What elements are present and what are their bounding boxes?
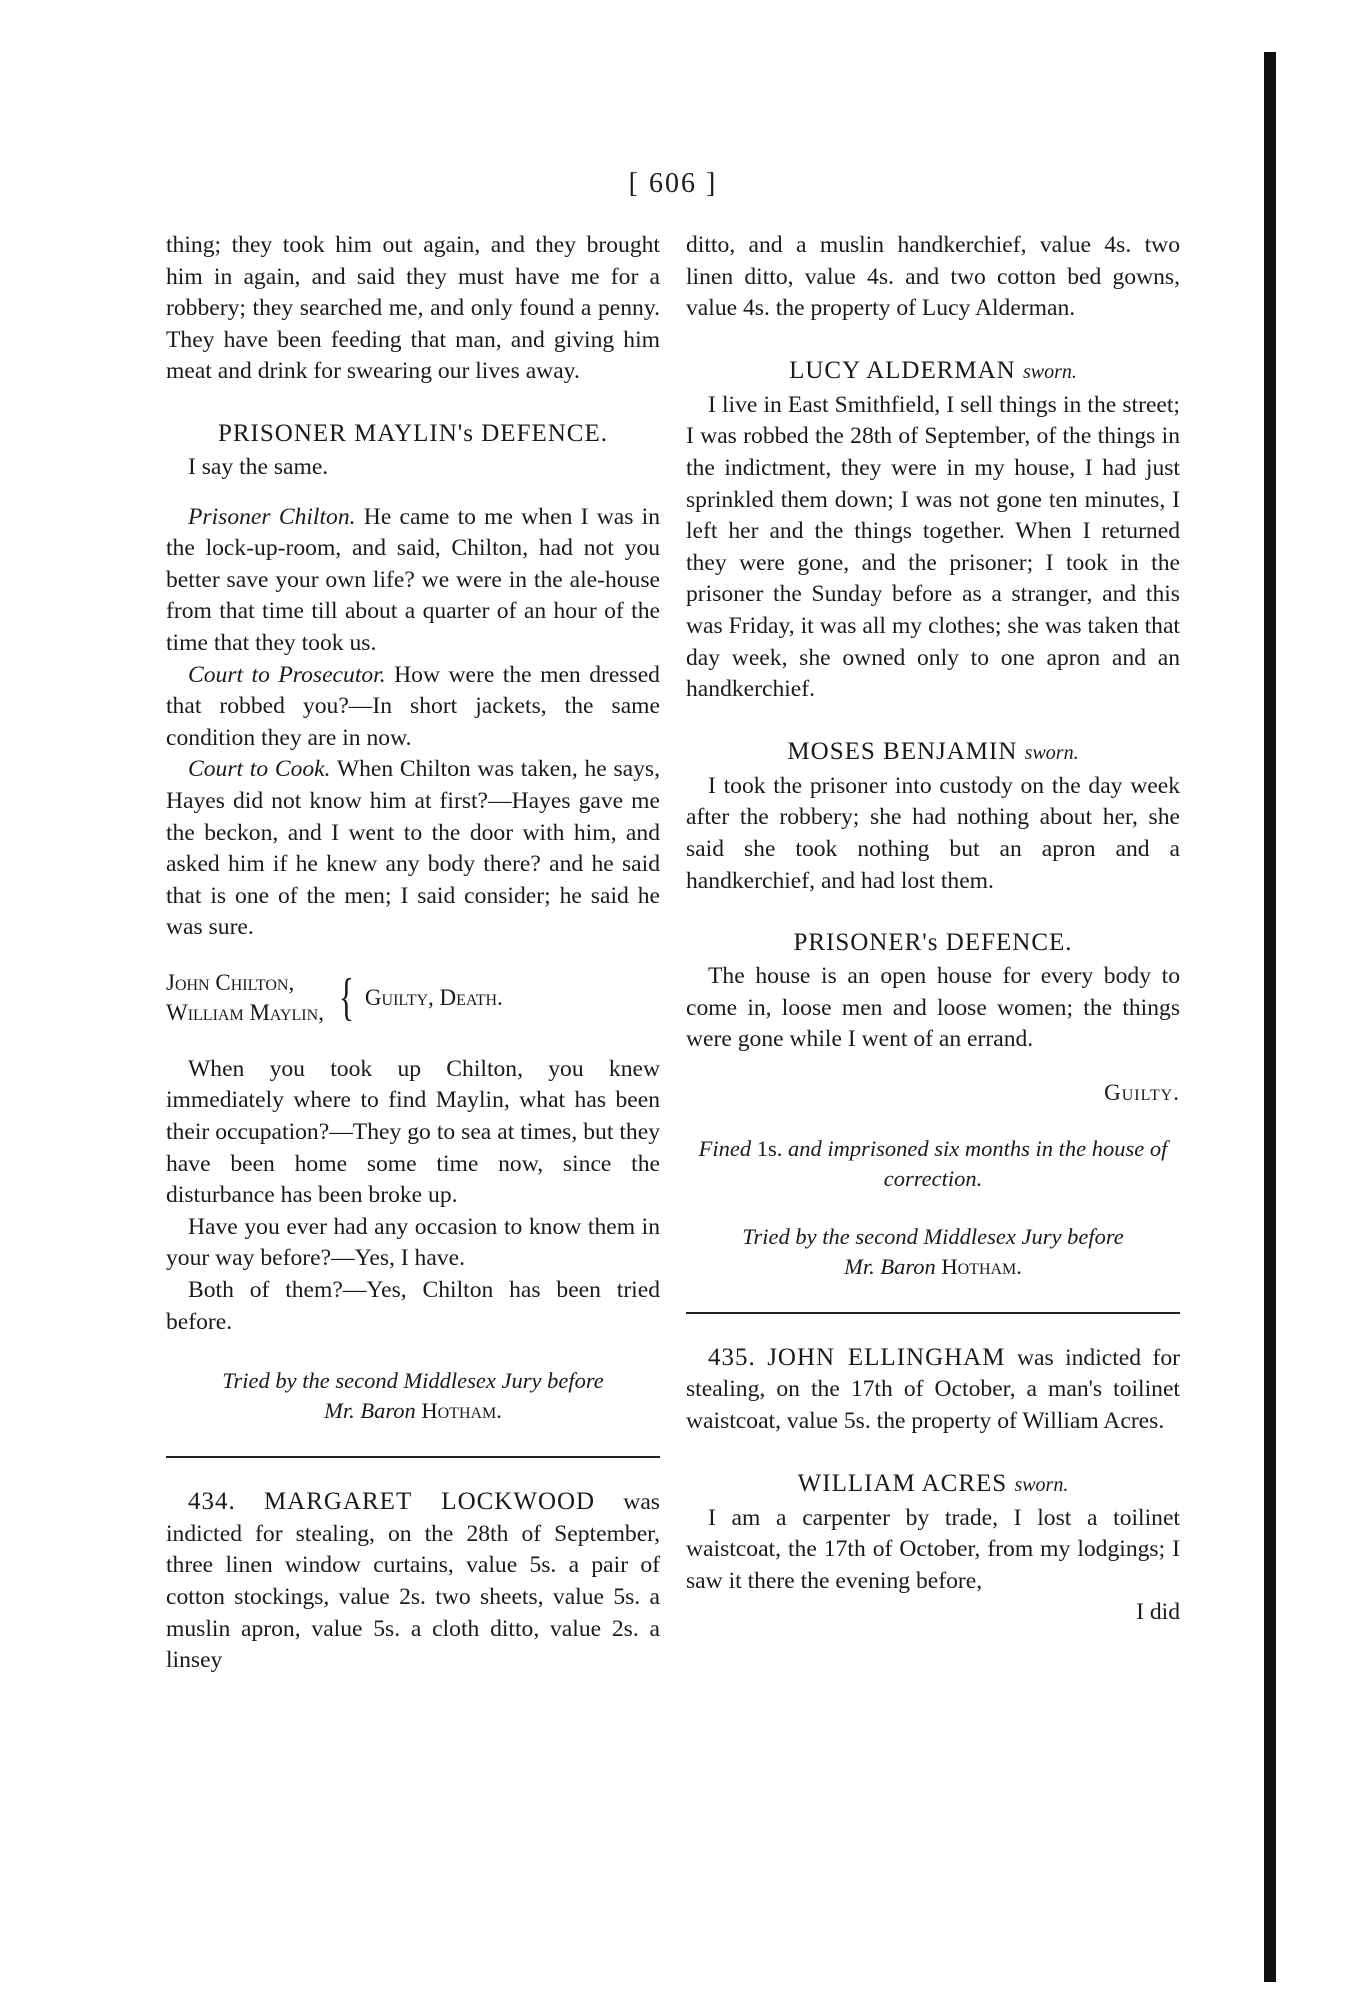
verdict-block xyxy=(166,968,660,1028)
paragraph: I live in East Smithfield, I sell things in the street; I was robbed the 28th of September, of the things in the indictment, they were in my house, I had just sprinkled them down; I was not gone ten minutes, I left her and the things together. When I returned they were gone, and the prisoner; I took in the prisoner the Sunday before as a stranger, and this was Friday, it was all my clothes; she was taken that day week, she owned only to one apron and an handkerchief. xyxy=(686,391,1180,703)
witness-name: WILLIAM ACRES xyxy=(797,1469,1008,1497)
sentence-amount: 1s. xyxy=(756,1135,783,1161)
section-heading: PRISONER MAYLIN's DEFENCE. xyxy=(217,419,609,447)
trial-note-title: Mr. Baron xyxy=(844,1253,936,1279)
trial-note-line xyxy=(166,1396,660,1426)
sworn-label: sworn. xyxy=(1024,741,1079,764)
testimony-text: He came to me when I was in the lock-up-room, and said, Chilton, had not you better save your own life? we were in the ale-house from that time till about a quarter of an hour of the time that they took us. xyxy=(166,503,661,656)
case-paragraph xyxy=(166,1486,660,1677)
case-divider xyxy=(166,1456,660,1458)
trial-note-line xyxy=(686,1252,1180,1282)
trial-note-line: Tried by the second Middlesex Jury before xyxy=(222,1368,604,1394)
indictment-text: was indicted for stealing, on the 17th of October, a man's toilinet waistcoat, value 5s. the property of William Acres. xyxy=(686,1344,1181,1435)
verdict: Guilty, Death. xyxy=(364,984,503,1010)
left-column xyxy=(166,230,660,1677)
trial-note xyxy=(166,1366,660,1426)
paragraph: The house is an open house for every body to come in, loose men and loose women; the things were gone while I went of an errand. xyxy=(686,963,1180,1053)
speaker-label: Court to Prosecutor. xyxy=(188,661,386,688)
paragraph: I say the same. xyxy=(188,453,329,480)
case-number: 435. xyxy=(708,1343,756,1371)
page-number: [ 606 ] xyxy=(628,168,718,199)
defendant-name: JOHN ELLINGHAM xyxy=(767,1343,1006,1371)
paragraph: I took the prisoner into custody on the day week after the robbery; she had nothing about her, she said she took nothing but an apron and a handkerchief, and had lost them. xyxy=(686,772,1180,894)
sworn-label: sworn. xyxy=(1014,1473,1069,1496)
defendant-name: MARGARET LOCKWOOD xyxy=(263,1488,596,1516)
paragraph: I am a carpenter by trade, I lost a toilinet waistcoat, the 17th of October, from my lodgings; I saw it there the evening before, xyxy=(686,1504,1180,1594)
testimony-paragraph xyxy=(166,754,660,944)
verdict: Guilty. xyxy=(1104,1079,1180,1105)
judge-name: Hotham. xyxy=(421,1398,502,1424)
page-edge-rule xyxy=(1264,52,1276,1982)
trial-note xyxy=(686,1222,1180,1282)
trial-note-title: Mr. Baron xyxy=(324,1398,416,1424)
paragraph: Both of them?—Yes, Chilton has been tried before. xyxy=(166,1277,660,1335)
testimony-text: How were the men dressed that robbed you?—In short jackets, the same condition they are in now. xyxy=(166,661,660,751)
testimony-paragraph xyxy=(166,660,660,755)
defendant-names xyxy=(166,968,324,1028)
defendant-name: William Maylin, xyxy=(166,999,324,1025)
speaker-label: Prisoner Chilton. xyxy=(188,503,356,530)
paragraph: Have you ever had any occasion to know them in your way before?—Yes, I have. xyxy=(166,1213,660,1272)
paragraph: thing; they took him out again, and they brought him in again, and said they must have me for a robbery; they searched me, and only found a penny. They have been feeding that man, and giving him meat and drink for swearing our lives away. xyxy=(166,232,660,385)
indictment-text: was indicted for stealing, on the 28th of September, three linen window curtains, value 5s. a pair of cotton stockings, value 2s. two sheets, value 5s. a muslin apron, value 5s. a cloth ditto, value 2s. a linsey xyxy=(166,1489,660,1674)
defendant-name: John Chilton, xyxy=(166,969,295,995)
judge-name: Hotham. xyxy=(941,1253,1022,1279)
witness-name: LUCY ALDERMAN xyxy=(789,356,1016,384)
witness-heading xyxy=(686,736,1180,769)
trial-note-line: Tried by the second Middlesex Jury before xyxy=(742,1223,1124,1249)
sworn-label: sworn. xyxy=(1023,360,1077,383)
sentence-note xyxy=(686,1134,1180,1194)
testimony-paragraph xyxy=(166,502,660,660)
witness-heading xyxy=(686,1468,1180,1501)
witness-name: MOSES BENJAMIN xyxy=(787,737,1018,765)
sentence-text: and imprisoned six months in the house of correction. xyxy=(788,1135,1168,1191)
witness-heading xyxy=(686,355,1180,388)
speaker-label: Court to Cook. xyxy=(188,756,331,783)
testimony-text: When Chilton was taken, he says, Hayes did not know him at first?—Hayes gave me the beckon, and I went to the door with him, and asked him if he knew any body there? and he said that is one of the men; I said consider; he said he was sure. xyxy=(166,756,660,941)
case-paragraph xyxy=(686,1342,1180,1438)
case-number: 434. xyxy=(188,1488,236,1516)
brace-glyph: { xyxy=(338,968,354,1026)
catchword: I did xyxy=(1136,1599,1180,1626)
right-column xyxy=(686,230,1180,1629)
case-divider xyxy=(686,1312,1180,1314)
paragraph: ditto, and a muslin handkerchief, value 4s. two linen ditto, value 4s. and two cotton bed gowns, value 4s. the property of Lucy Alderman. xyxy=(686,232,1180,322)
paragraph: When you took up Chilton, you knew immediately where to find Maylin, what has been their occupation?—They go to sea at times, but they have been home some time now, since the disturbance has been broke up. xyxy=(166,1055,660,1209)
section-heading: PRISONER's DEFENCE. xyxy=(793,929,1073,957)
sentence-text: Fined xyxy=(698,1135,752,1161)
